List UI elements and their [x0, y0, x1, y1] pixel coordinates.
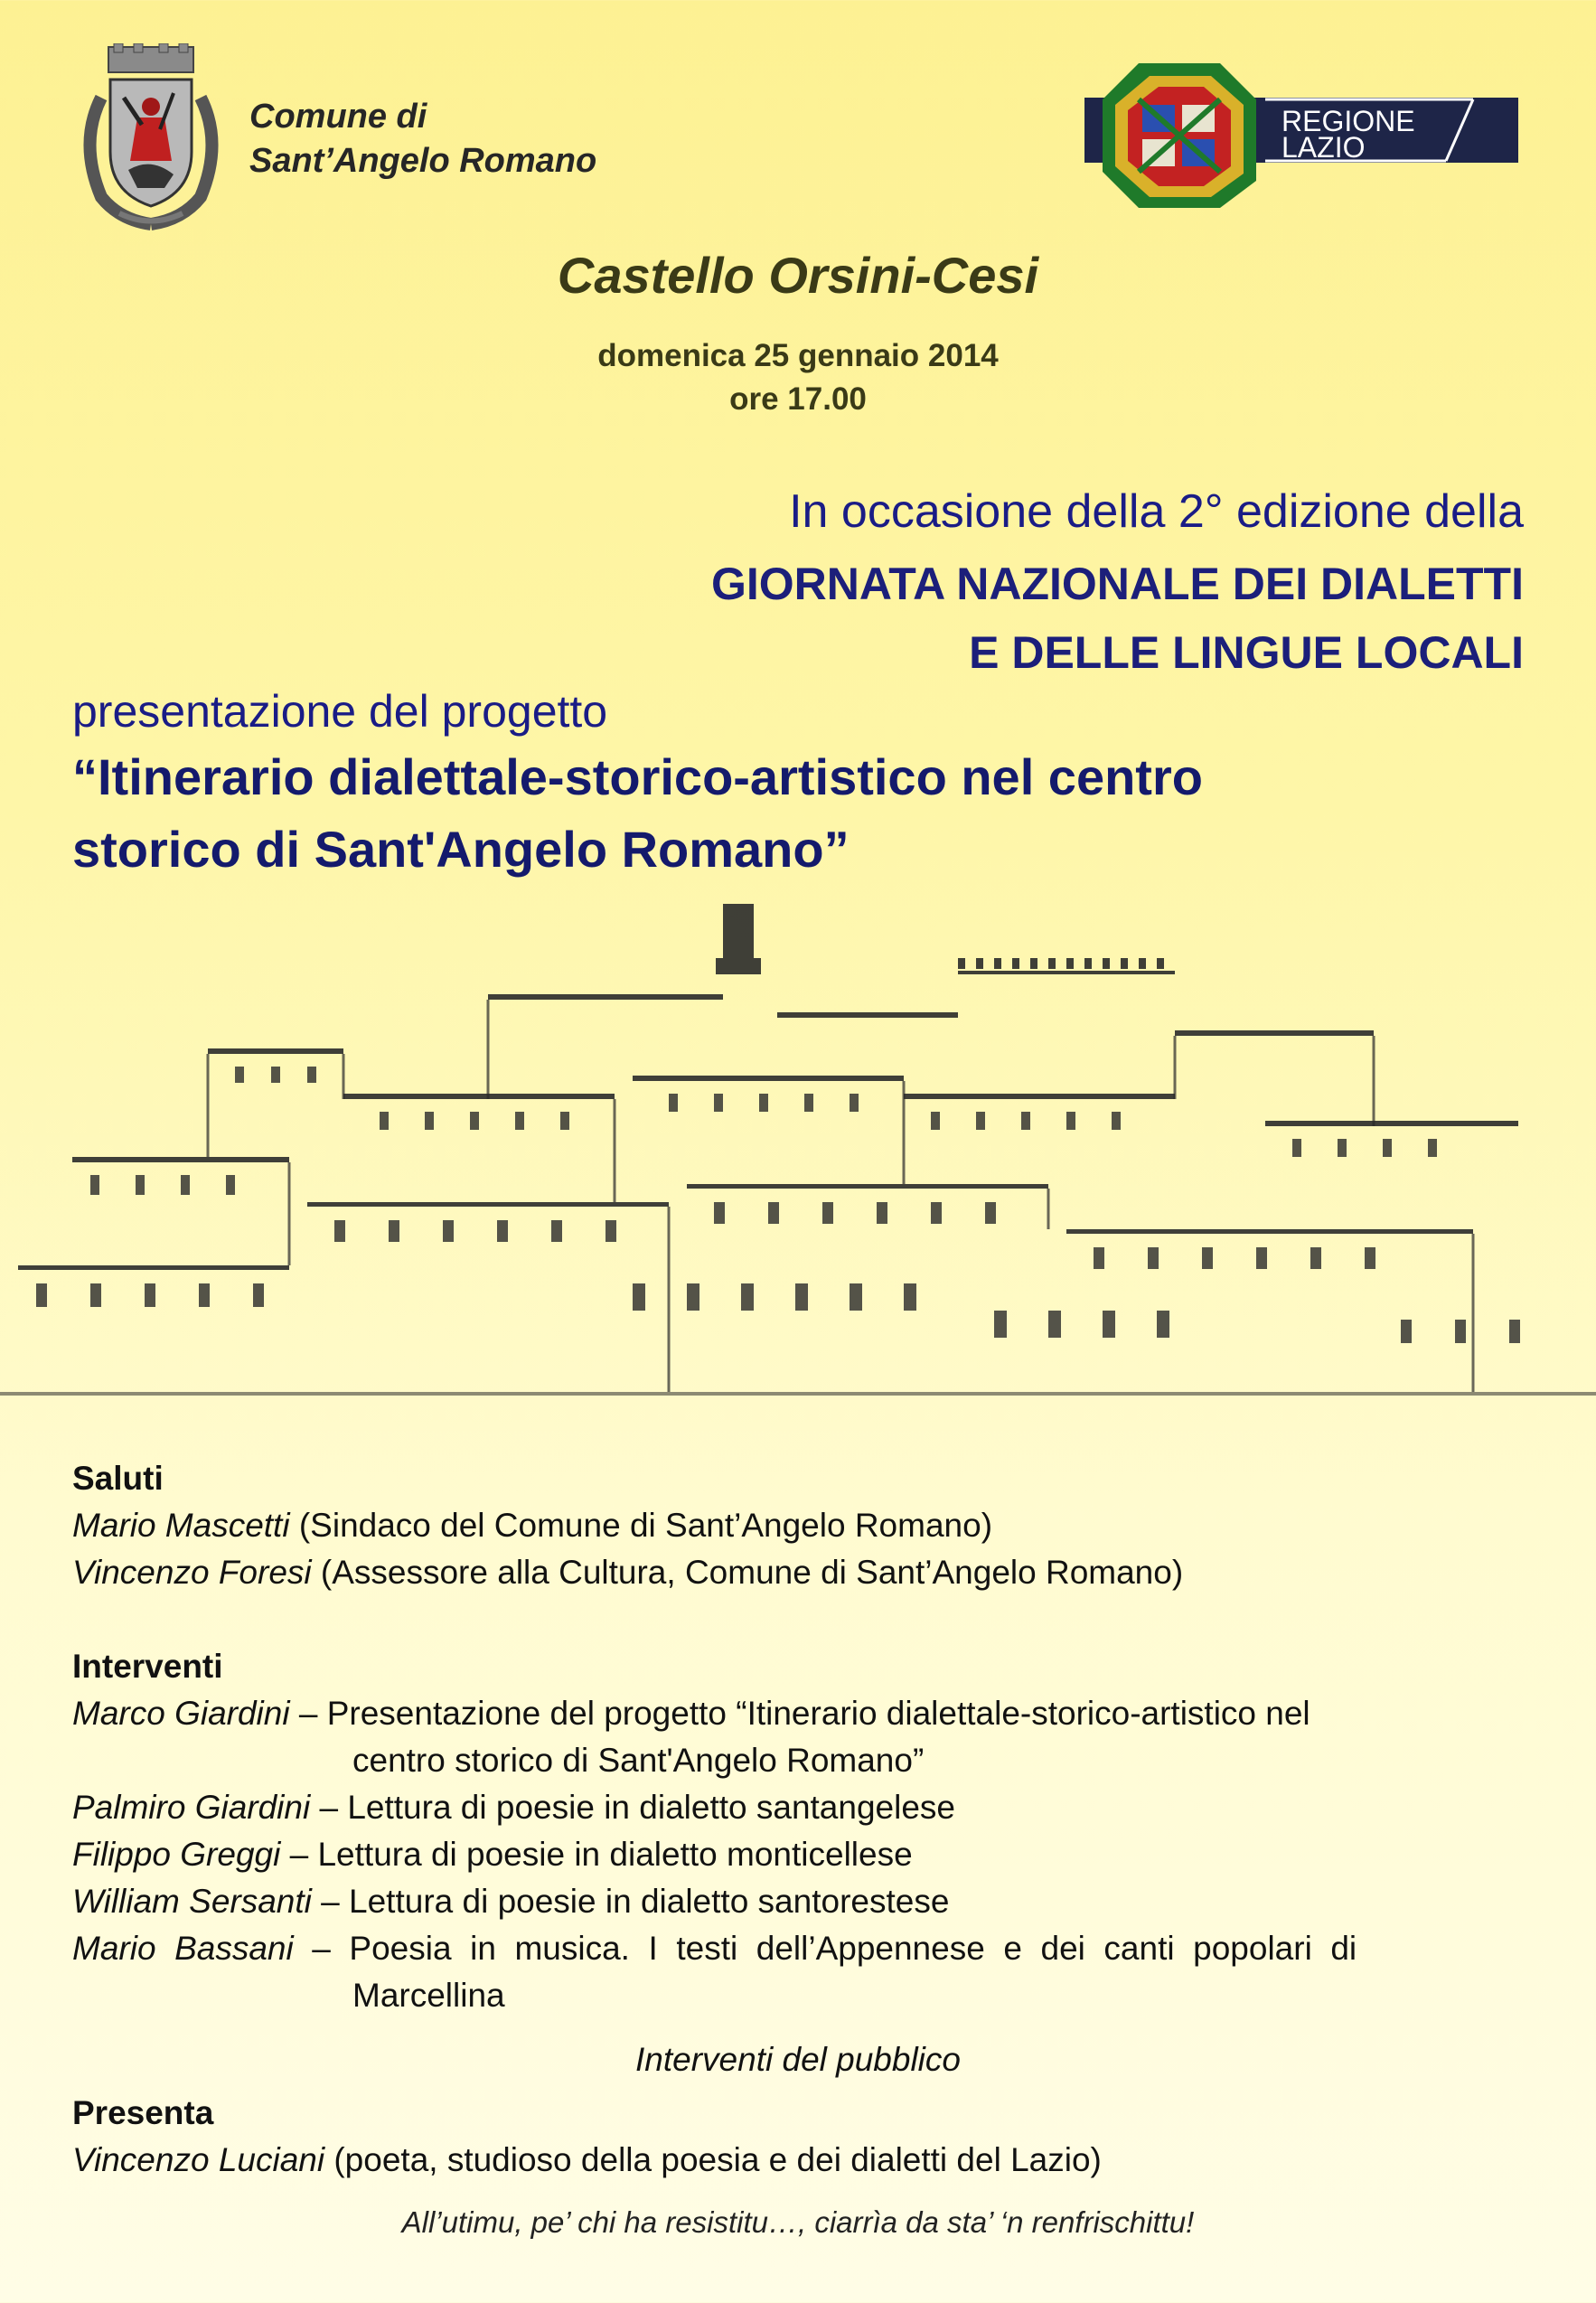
speaker-name: Marco Giardini [72, 1695, 290, 1732]
event-date-block [0, 334, 1596, 421]
intervento-text: – Presentazione del progetto “Itinerario dialettale-storico-artistico nel [289, 1695, 1310, 1732]
presentation-label: presentazione del progetto [72, 686, 608, 737]
intervento-item [72, 1784, 1527, 1831]
intervento-continuation: Marcellina [352, 1977, 505, 2014]
intervento-item [72, 1831, 1527, 1878]
speaker-role: (Sindaco del Comune di Sant’Angelo Romano) [289, 1507, 993, 1544]
project-title [72, 741, 1518, 886]
presenter-role: (poeta, studioso della poesia e dei dialetti del Lazio) [324, 2141, 1102, 2178]
project-title-line-1: “Itinerario dialettale-storico-artistico nel centro [72, 748, 1203, 805]
saluti-item [72, 1549, 1527, 1596]
occasion-text: In occasione della 2° edizione della [789, 485, 1524, 538]
project-title-line-2: storico di Sant'Angelo Romano” [72, 821, 850, 878]
regione-line-1: REGIONE [1281, 105, 1415, 137]
saluti-item [72, 1502, 1527, 1549]
comune-line-2: Sant’Angelo Romano [249, 142, 597, 180]
speaker-name: William Sersanti [72, 1883, 312, 1920]
event-date: domenica 25 gennaio 2014 [597, 338, 999, 373]
regione-line-2: LAZIO [1281, 131, 1366, 164]
intervento-text: – Lettura di poesie in dialetto santangelese [310, 1789, 955, 1826]
interventi-heading: Interventi [72, 1648, 223, 1685]
comune-crest-logo [74, 43, 228, 233]
speaker-name: Filippo Greggi [72, 1836, 281, 1873]
closing-phrase: All’utimu, pe’ chi ha resistitu…, ciarrìa da sta’ ‘n renfrischittu! [401, 2205, 1195, 2239]
intervento-text: – Lettura di poesie in dialetto monticellese [280, 1836, 913, 1873]
giornata-line-2: E DELLE LINGUE LOCALI [969, 627, 1524, 678]
speaker-role: (Assessore alla Cultura, Comune di Sant’Angelo Romano) [311, 1554, 1184, 1591]
presenter [72, 2137, 1527, 2184]
speaker-name: Palmiro Giardini [72, 1789, 311, 1826]
event-time: ore 17.00 [729, 381, 867, 417]
comune-line-1: Comune di [249, 98, 427, 136]
speaker-name: Vincenzo Foresi [72, 1554, 312, 1591]
public-interventions: Interventi del pubblico [635, 2041, 961, 2078]
saluti-heading: Saluti [72, 1460, 164, 1497]
intervento-item [72, 1925, 1527, 1972]
presenta-heading: Presenta [72, 2094, 214, 2131]
comune-name [249, 95, 596, 183]
presenter-name: Vincenzo Luciani [72, 2141, 325, 2178]
town-skyline-illustration [0, 886, 1596, 1500]
speaker-name: Mario Mascetti [72, 1507, 290, 1544]
intervento-text: – Poesia in musica. I testi dell’Appennese e dei canti popolari di [293, 1930, 1357, 1967]
intervento-item [72, 1878, 1527, 1925]
intervento-continuation: centro storico di Sant'Angelo Romano” [352, 1742, 925, 1779]
intervento-text: – Lettura di poesie in dialetto santorestese [311, 1883, 950, 1920]
giornata-line-1: GIORNATA NAZIONALE DEI DIALETTI [710, 559, 1524, 609]
giornata-title [711, 550, 1524, 687]
speaker-name: Mario Bassani [72, 1930, 294, 1967]
intervento-item [72, 1690, 1527, 1737]
regione-lazio-logo [1084, 63, 1518, 208]
venue-title: Castello Orsini-Cesi [557, 247, 1039, 304]
